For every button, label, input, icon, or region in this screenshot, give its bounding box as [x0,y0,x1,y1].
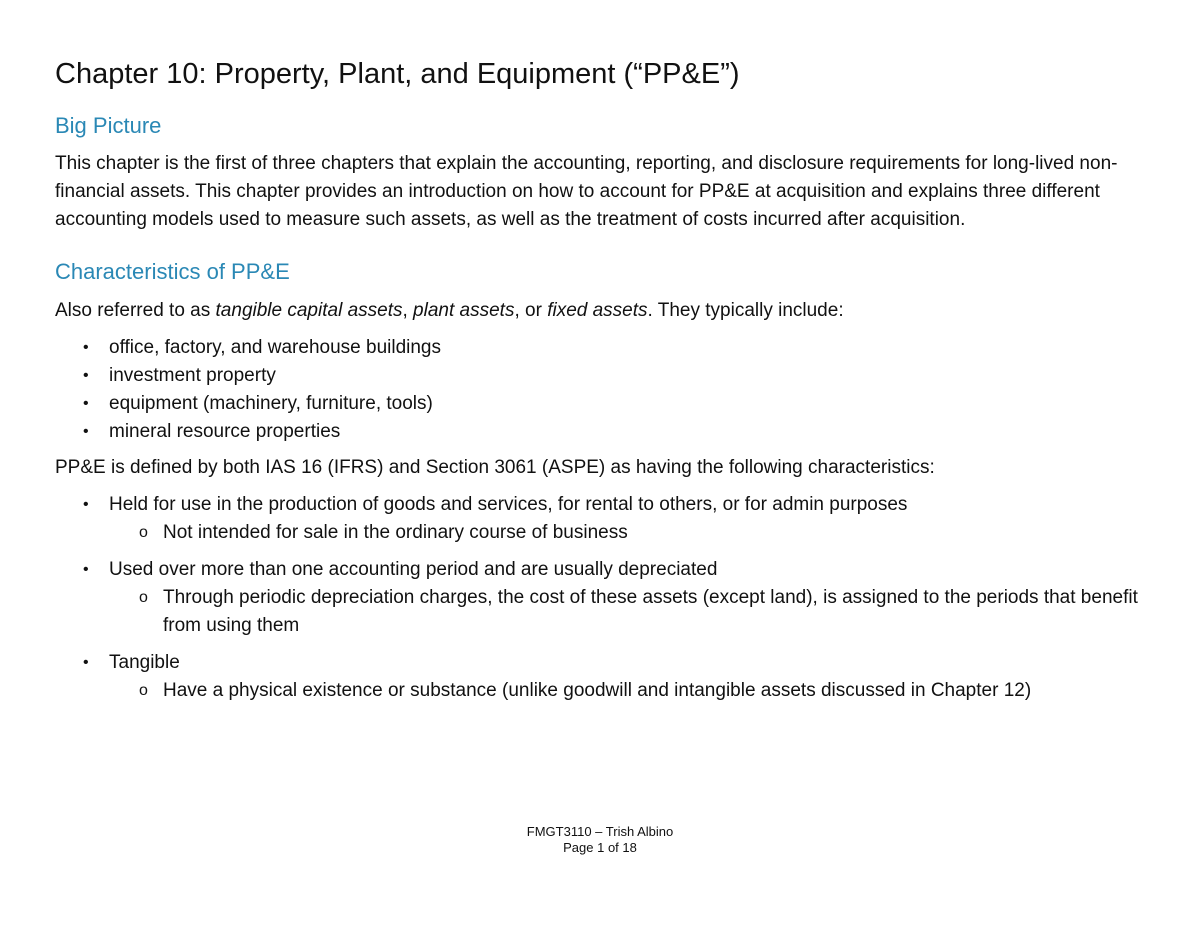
big-picture-heading: Big Picture [55,113,162,138]
list-item: • mineral resource properties [55,418,1160,446]
intro-term-fixed: fixed assets [547,300,648,321]
sub-list [109,677,1160,705]
sub-list-item: o Not intended for sale in the ordinary course of business [109,519,1160,547]
list-item: • investment property [55,362,1160,390]
characteristic-text: Tangible [109,652,180,673]
chapter-title: Chapter 10: Property, Plant, and Equipment (“PP&E”) [55,58,740,90]
page-content [55,54,1160,714]
footer-page-number: Page 1 of 18 [563,840,637,855]
sub-list-item: o Have a physical existence or substance (unlike goodwill and intangible assets discussed in Chapter 12) [109,677,1160,705]
intro-term-plant: plant assets [413,300,515,321]
characteristic-item [55,556,1160,640]
sub-list [109,584,1160,640]
also-referred-paragraph [55,297,1160,325]
characteristic-text: Held for use in the production of goods and services, for rental to others, or for admin purposes [109,494,908,515]
asset-types-list [55,334,1160,446]
intro-sep-1: , [402,300,414,321]
footer-course: FMGT3110 – Trish Albino [526,824,674,839]
definition-paragraph: PP&E is defined by both IAS 16 (IFRS) and Section 3061 (ASPE) as having the following characteristics: [55,457,935,478]
list-item: • office, factory, and warehouse buildings [55,334,1160,362]
intro-term-tangible: tangible capital assets [215,300,403,321]
characteristic-item [55,491,1160,547]
list-item: • equipment (machinery, furniture, tools) [55,390,1160,418]
sub-list-item: o Through periodic depreciation charges, the cost of these assets (except land), is assigned to the periods that benefit from using them [109,584,1160,640]
page-footer [0,824,1200,856]
characteristic-item [55,649,1160,705]
characteristics-list [55,491,1160,705]
characteristic-text: Used over more than one accounting period and are usually depreciated [109,559,718,580]
intro-tail: . They typically include: [647,300,844,321]
intro-lead: Also referred to as [55,300,216,321]
sub-list [109,519,1160,547]
intro-sep-2: , or [514,300,548,321]
characteristics-heading: Characteristics of PP&E [55,259,290,284]
big-picture-paragraph: This chapter is the first of three chapters that explain the accounting, reporting, and disclosure requirements for long-lived non-financial assets. This chapter provides an introduction on how to account for PP&E at acquisition and explains three different accounting models used to measure such assets, as well as the treatment of costs incurred after acquisition. [55,153,1118,230]
